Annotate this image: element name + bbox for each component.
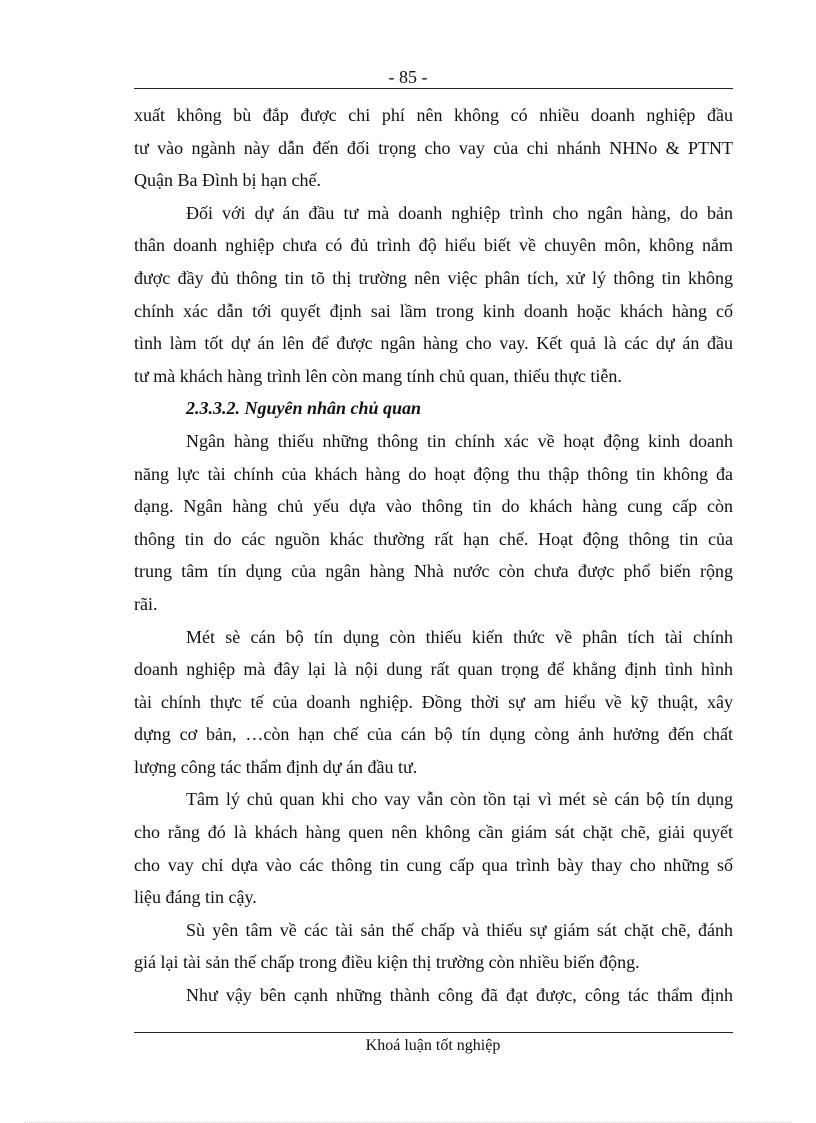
text-line: doanh nghiệp mà đây lại là nội dung rất quan trọng để khẳng định tình hình <box>134 659 733 680</box>
footer-rule <box>134 1032 733 1033</box>
text-line: cho vay chỉ dựa vào các thông tin cung cấp qua trình bày thay cho những số <box>134 854 733 875</box>
text-line: xuất không bù đắp được chi phí nên không có nhiều doanh nghiệp đầu <box>134 105 733 125</box>
text-line: được đầy đủ thông tin tõ thị trường nên việc phân tích, xử lý thông tin không <box>134 267 733 288</box>
text-line: liệu đáng tin cậy. <box>134 887 257 908</box>
text-line: dựng cơ bản, …còn hạn chế của cán bộ tín dụng còng ảnh hưởng đến chất <box>134 724 733 745</box>
text-line: dạng. Ngân hàng chủ yếu dựa vào thông tin do khách hàng cung cấp còn <box>134 496 733 517</box>
text-line: tình làm tốt dự án lên để được ngân hàng cho vay. Kết quả là các dự án đầu <box>134 333 733 354</box>
text-line: thông tin do các nguồn khác thường rất hạn chế. Hoạt động thông tin của <box>134 528 733 549</box>
text-line: Như vậy bên cạnh những thành công đã đạt được, công tác thẩm định <box>186 985 733 1006</box>
text-line: rãi. <box>134 593 158 614</box>
header-rule <box>134 88 733 89</box>
section-heading: 2.3.3.2. Nguyên nhân chủ quan <box>186 398 422 419</box>
page-number: - 85 - <box>388 67 428 87</box>
text-line: Sù yên tâm về các tài sản thế chấp và thiếu sự giám sát chặt chẽ, đánh <box>186 919 733 940</box>
text-line: tư mà khách hàng trình lên còn mang tính chủ quan, thiếu thực tiễn. <box>134 365 622 386</box>
text-line: lượng công tác thẩm định dự án đầu tư. <box>134 756 418 777</box>
text-line: chính xác dẫn tới quyết định sai lầm trong kinh doanh hoặc khách hàng cố <box>134 300 733 321</box>
text-line: tài chính thực tế của doanh nghiệp. Đồng thời sự am hiểu về kỹ thuật, xây <box>134 691 733 712</box>
text-line: thân doanh nghiệp chưa có đủ trình độ hiểu biết về chuyên môn, không nắm <box>134 235 733 256</box>
text-line: giá lại tài sản thế chấp trong điều kiện thị trường còn nhiều biến động. <box>134 952 640 973</box>
text-line: Tâm lý chủ quan khi cho vay vẫn còn tồn tại vì mét sè cán bộ tín dụng <box>186 789 733 810</box>
text-line: cho rằng đó là khách hàng quen nên không cần giám sát chặt chẽ, giải quyết <box>134 822 733 843</box>
text-line: trung tâm tín dụng của ngân hàng Nhà nước còn chưa được phổ biến rộng <box>134 561 733 582</box>
text-line: năng lực tài chính của khách hàng do hoạt động thu thập thông tin không đa <box>134 463 733 484</box>
text-line: tư vào ngành này dẫn đến đối trọng cho vay của chi nhánh NHNo & PTNT <box>134 137 733 158</box>
text-line: Quận Ba Đình bị hạn chế. <box>134 170 321 191</box>
body-text <box>134 99 733 1012</box>
text-line: Đối với dự án đầu tư mà doanh nghiệp trình cho ngân hàng, do bản <box>186 202 733 223</box>
text-line: Ngân hàng thiếu những thông tin chính xác về hoạt động kinh doanh <box>186 430 733 451</box>
footer-text: Khoá luận tốt nghiệp <box>365 1037 501 1054</box>
text-line: Mét sè cán bộ tín dụng còn thiếu kiến thức về phân tích tài chính <box>186 626 733 647</box>
